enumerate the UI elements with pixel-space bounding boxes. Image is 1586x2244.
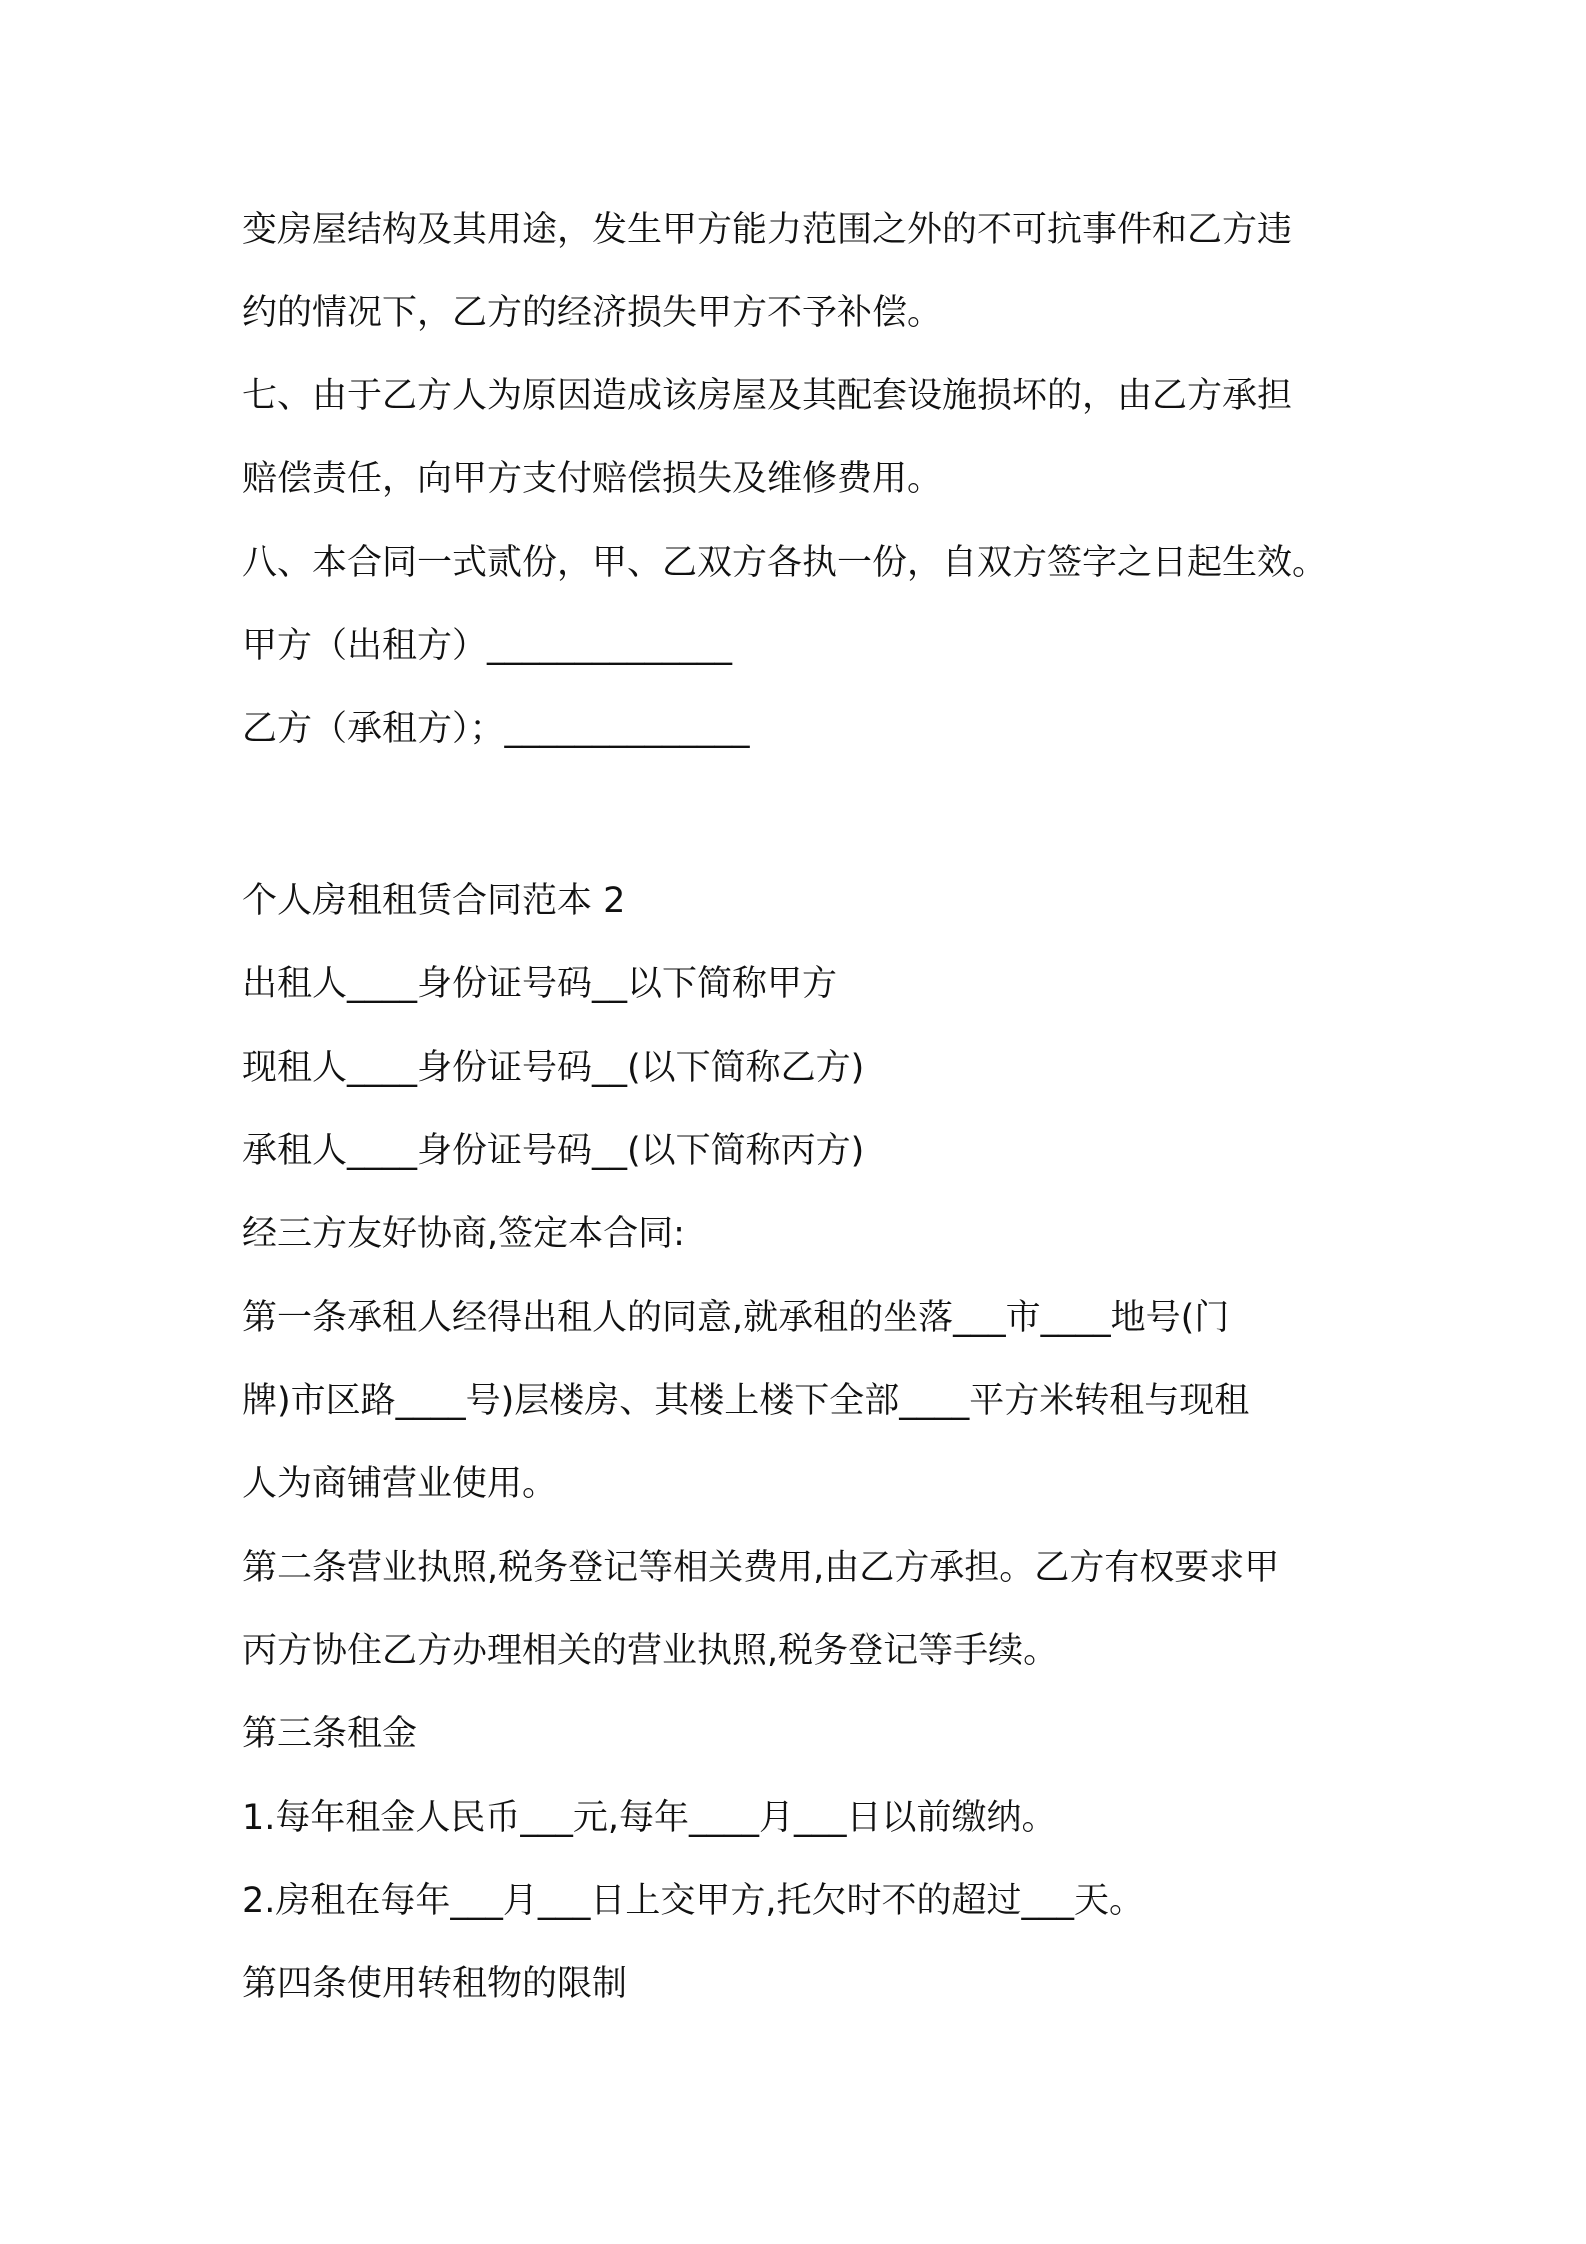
signature-line-party-a: 甲方（出租方）______________	[242, 626, 733, 666]
text-line: 第一条承租人经得出租人的同意,就承租的坐落___市____地号(门	[242, 1298, 1230, 1338]
text-line: 丙方协住乙方办理相关的营业执照,税务登记等手续。	[242, 1631, 1059, 1671]
text-line: 变房屋结构及其用途，发生甲方能力范围之外的不可抗事件和乙方违	[242, 210, 1293, 250]
text-line: 八、本合同一式贰份，甲、乙双方各执一份，自双方签字之日起生效。	[242, 543, 1328, 583]
text-line: 承租人____身份证号码__(以下简称丙方)	[242, 1131, 865, 1171]
text-line: 第二条营业执照,税务登记等相关费用,由乙方承担。乙方有权要求甲	[242, 1548, 1280, 1588]
text-line: 1.每年租金人民币___元,每年____月___日以前缴纳。	[242, 1798, 1057, 1838]
text-line: 七、由于乙方人为原因造成该房屋及其配套设施损坏的，由乙方承担	[242, 376, 1293, 416]
text-line: 人为商铺营业使用。	[242, 1464, 558, 1504]
section-title: 个人房租租赁合同范本 2	[242, 881, 626, 921]
text-line: 赔偿责任，向甲方支付赔偿损失及维修费用。	[242, 459, 943, 499]
text-line: 经三方友好协商,签定本合同:	[242, 1214, 685, 1254]
signature-line-party-b: 乙方（承租方）；______________	[242, 709, 750, 749]
text-line: 牌)市区路____号)层楼房、其楼上楼下全部____平方米转租与现租	[242, 1381, 1250, 1421]
text-line: 约的情况下，乙方的经济损失甲方不予补偿。	[242, 293, 943, 333]
text-line: 2.房租在每年___月___日上交甲方,托欠时不的超过___天。	[242, 1881, 1145, 1921]
text-line: 第四条使用转租物的限制	[242, 1964, 628, 2004]
text-line: 现租人____身份证号码__(以下简称乙方)	[242, 1048, 865, 1088]
text-line: 第三条租金	[242, 1714, 418, 1754]
text-line: 出租人____身份证号码__以下简称甲方	[242, 964, 838, 1004]
